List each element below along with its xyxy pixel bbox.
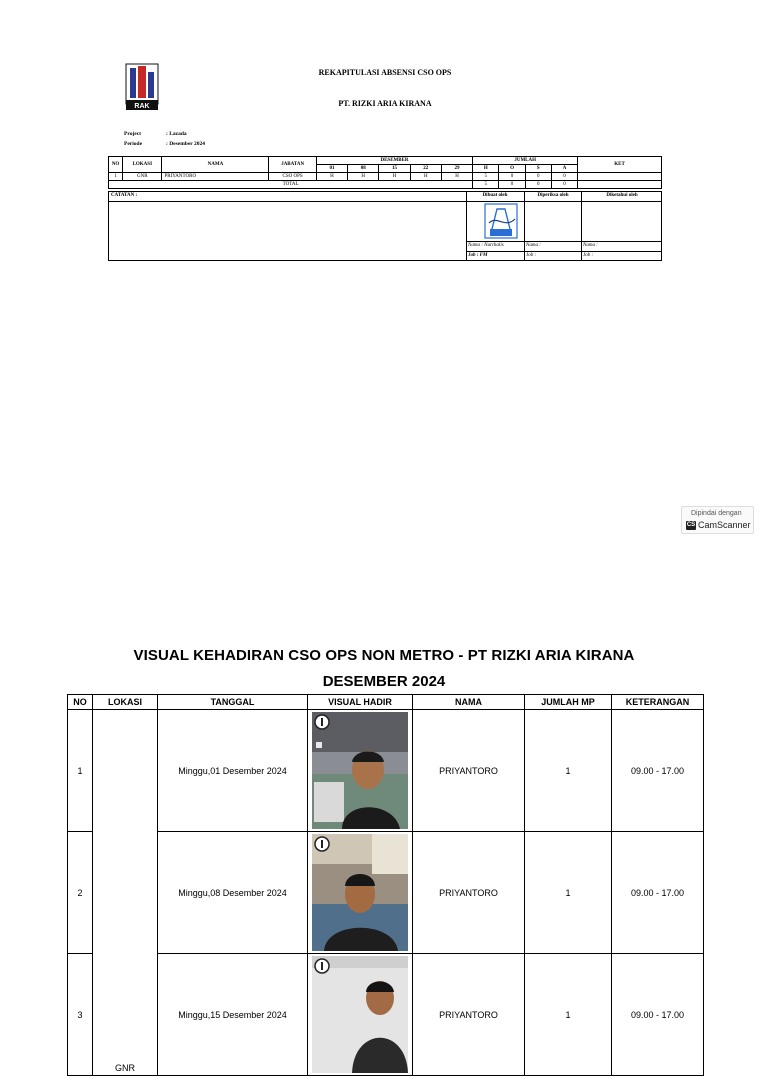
job-dibuat: Job : FM: [468, 253, 488, 258]
table-row: 3 Minggu,15 Desember 2024 PRIYANTORO 1 09.00 - 17.00: [68, 954, 704, 1076]
camscanner-icon: CS: [686, 522, 696, 528]
col-lokasi: LOKASI: [93, 695, 158, 710]
job-diketahui: Job :: [583, 253, 594, 258]
catatan-label: CATATAN :: [111, 193, 138, 198]
attendance-photo-cell: [308, 710, 413, 832]
scanned-with-label: Dipindai dengan: [691, 510, 742, 517]
date-col: 01: [316, 165, 347, 173]
col-tanggal: TANGGAL: [158, 695, 308, 710]
col-no: NO: [109, 157, 123, 173]
col-keterangan: KETERANGAN: [612, 695, 704, 710]
period-label: Periode: [124, 141, 143, 147]
jumlah-col: A: [551, 165, 577, 173]
total-row: TOTAL 5 0 0 0: [109, 181, 662, 189]
nama-diketahui: Nama :: [583, 243, 598, 248]
table-row: 1 GNR PRIYANTORO CSO OPS H H H H H 5 0 0 0: [109, 173, 662, 181]
col-jumlah: JUMLAH: [473, 157, 578, 165]
date-col: 29: [441, 165, 472, 173]
period-value: : Desember 2024: [166, 141, 205, 147]
nama-dibuat: Nama : Nurchalis: [468, 243, 504, 248]
col-jabatan: JABATAN: [269, 157, 316, 173]
visual-subtitle: DESEMBER 2024: [322, 673, 446, 690]
col-ket: KET: [578, 157, 662, 173]
date-col: 22: [410, 165, 441, 173]
camscanner-watermark: [681, 506, 754, 534]
company-logo: [124, 62, 160, 112]
col-jumlah-mp: JUMLAH MP: [525, 695, 612, 710]
signature-block: [108, 191, 662, 261]
attendance-photo: [312, 712, 408, 829]
col-visual-hadir: VISUAL HADIR: [308, 695, 413, 710]
project-label: Project: [124, 131, 141, 137]
lokasi-cell: GNR: [93, 710, 158, 1076]
report-meta: [124, 129, 205, 149]
diperiksa-label: Diperiksa oleh: [537, 193, 569, 198]
col-nama: NAMA: [413, 695, 525, 710]
date-col: 15: [379, 165, 410, 173]
nama-diperiksa: Nama :: [526, 243, 541, 248]
table-row: 1 GNR Minggu,01 Desember 2024 PRIYANTORO 1 09.00 - 17.00: [68, 710, 704, 832]
logo-text: RAK: [134, 103, 150, 110]
camscanner-brand: CamScanner: [698, 520, 751, 530]
attendance-photo: [312, 834, 408, 951]
table-row: 2 Minggu,08 Desember 2024 PRIYANTORO 1 09.00 - 17.00: [68, 832, 704, 954]
dibuat-label: Dibuat oleh: [482, 193, 508, 198]
attendance-recap-table: [108, 156, 662, 189]
attendance-photo-cell: [308, 954, 413, 1076]
col-desember: DESEMBER: [316, 157, 472, 165]
col-nama: NAMA: [162, 157, 269, 173]
diketahui-label: Diketahui oleh: [606, 193, 638, 198]
company-name: PT. RIZKI ARIA KIRANA: [338, 99, 432, 108]
jumlah-col: H: [473, 165, 499, 173]
jumlah-col: S: [525, 165, 551, 173]
visual-attendance-table: [67, 694, 704, 1076]
project-value: : Lazada: [166, 131, 187, 137]
jumlah-col: O: [499, 165, 525, 173]
attendance-photo-cell: [308, 832, 413, 954]
col-no: NO: [68, 695, 93, 710]
company-stamp: [483, 203, 519, 239]
report-title: REKAPITULASI ABSENSI CSO OPS: [318, 68, 452, 77]
job-diperiksa: Job :: [526, 253, 537, 258]
date-col: 08: [348, 165, 379, 173]
attendance-photo: [312, 956, 408, 1073]
col-lokasi: LOKASI: [123, 157, 162, 173]
total-label: TOTAL: [109, 181, 473, 189]
visual-title: VISUAL KEHADIRAN CSO OPS NON METRO - PT RIZKI ARIA KIRANA: [133, 647, 635, 664]
